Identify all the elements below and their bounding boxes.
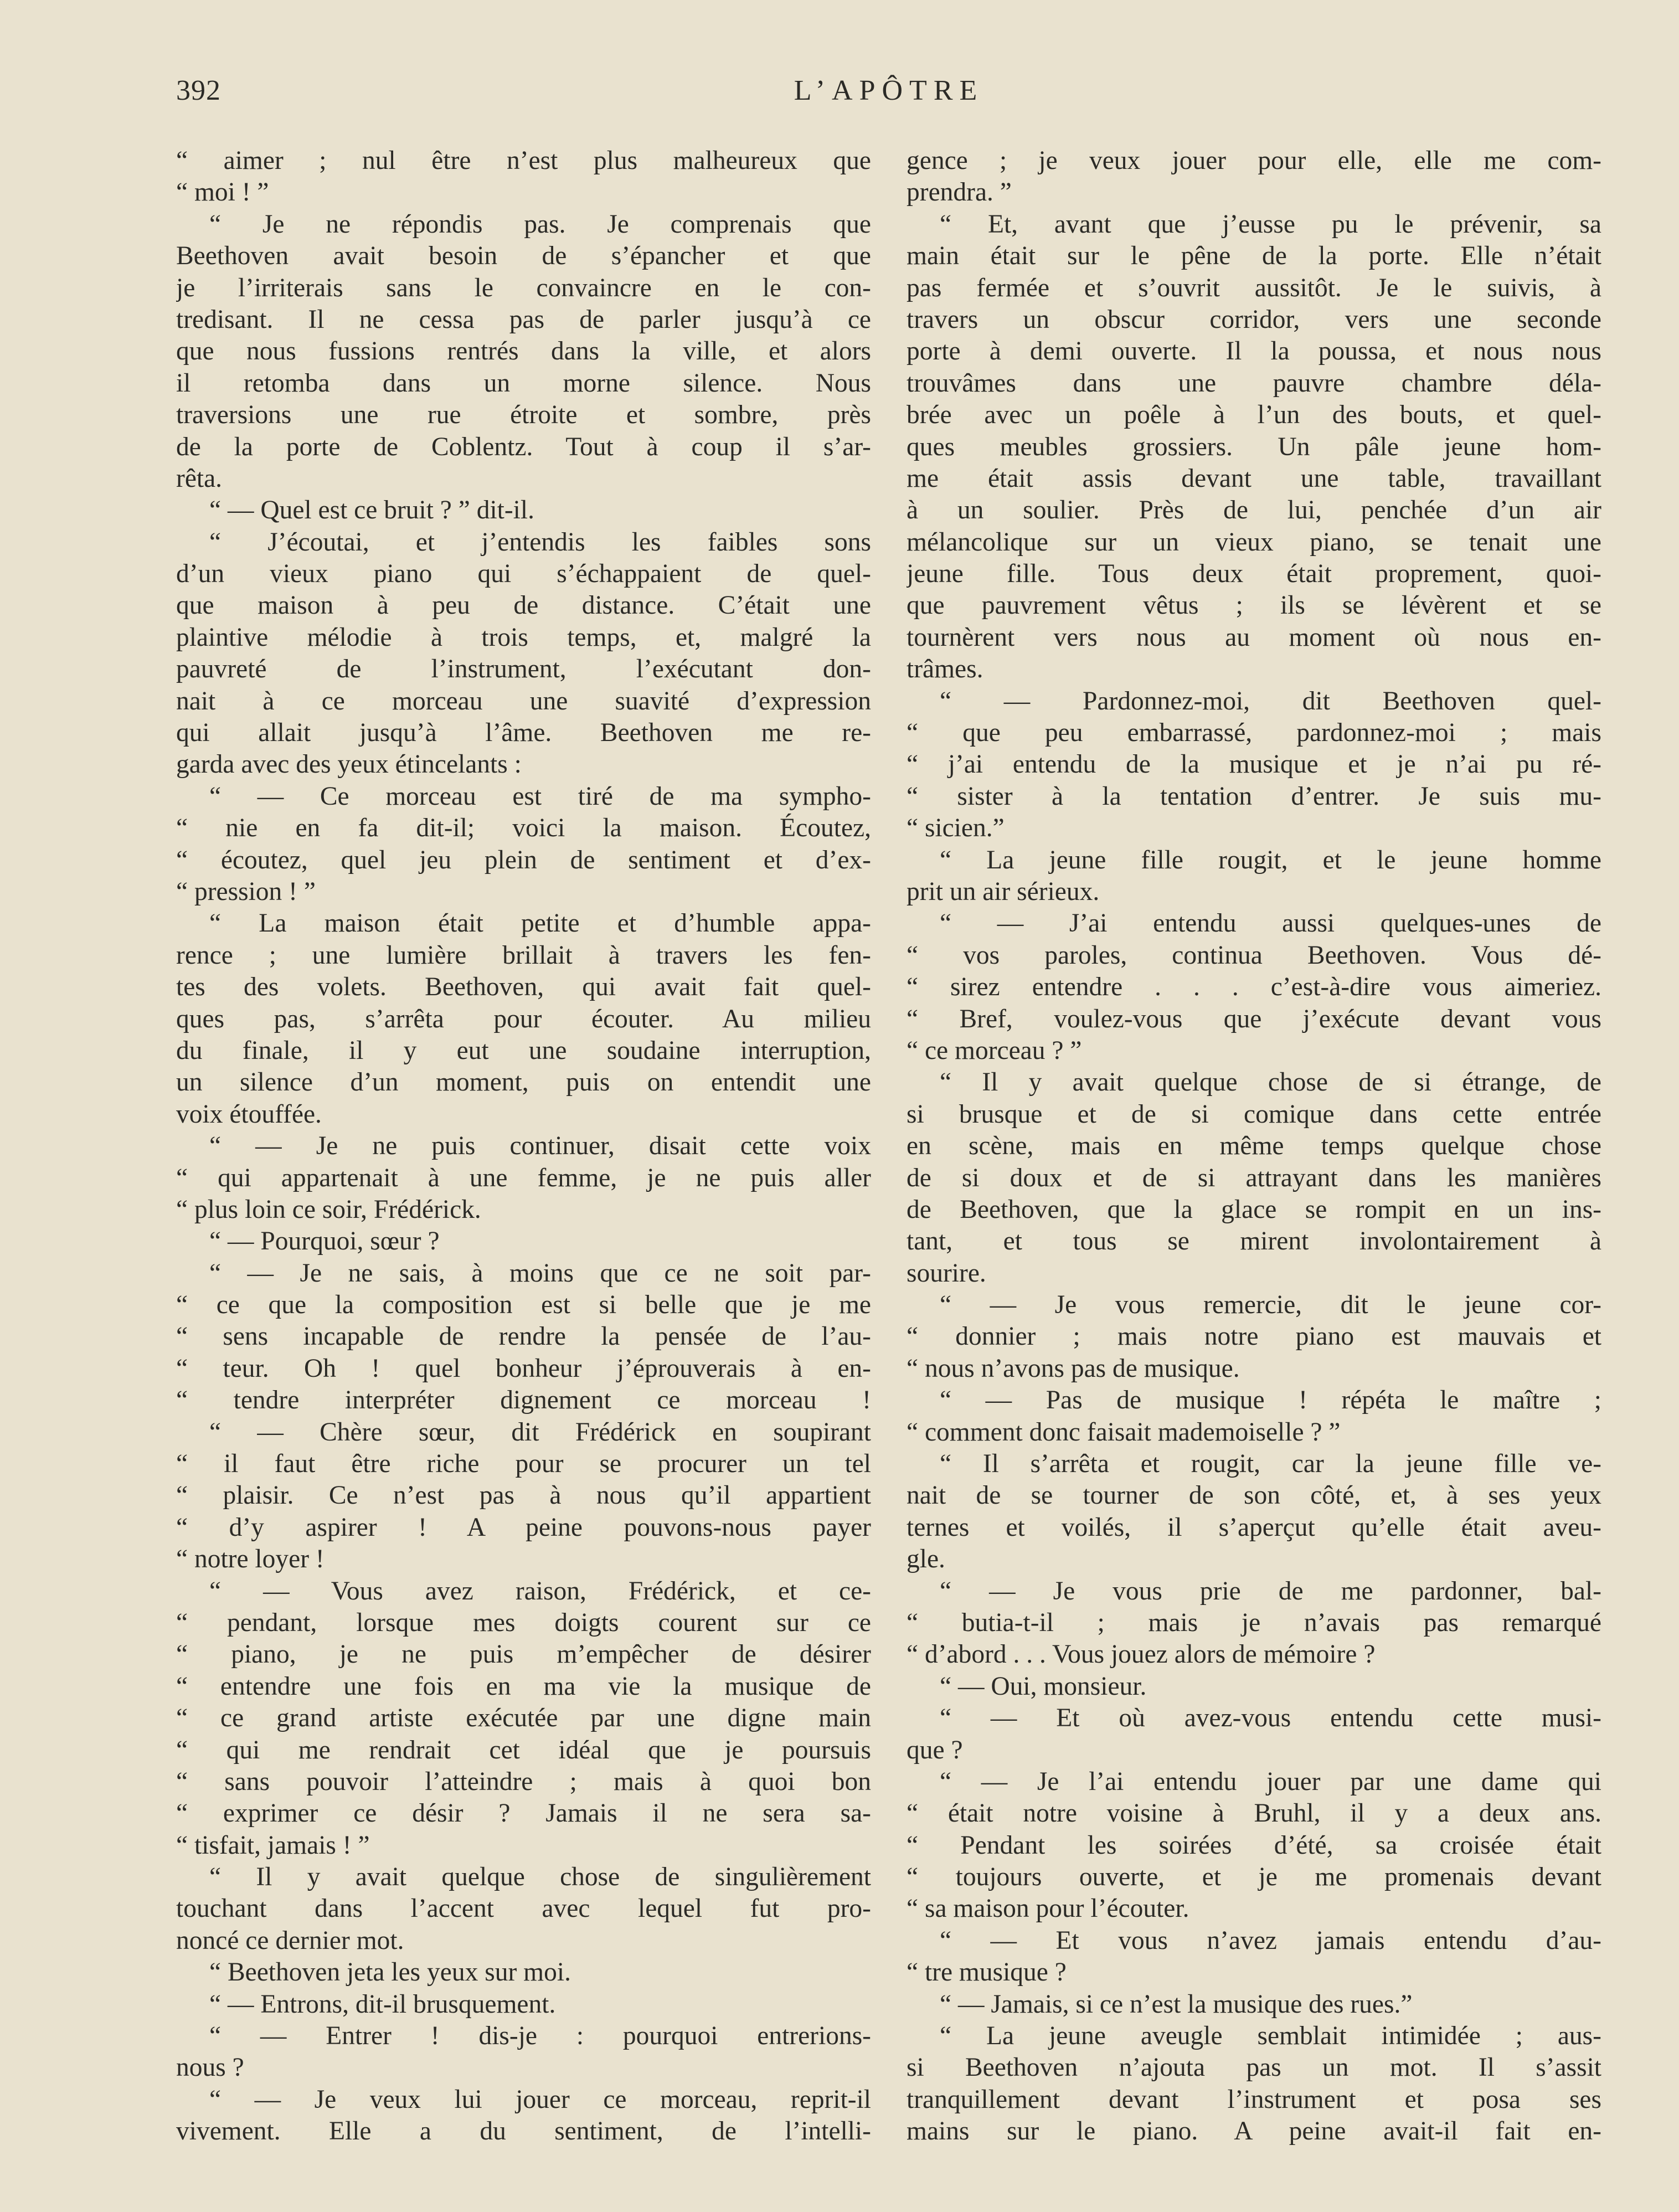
text-line: “ que peu embarrassé, pardonnez-moi ; mais <box>907 718 1601 748</box>
text-line: “ — Et vous n’avez jamais entendu d’au- <box>940 1926 1601 1955</box>
text-line: traversions une rue étroite et sombre, près <box>176 400 871 430</box>
text-line: tournèrent vers nous au moment où nous en- <box>907 623 1601 652</box>
text-line: “ entendre une fois en ma vie la musique de <box>176 1671 871 1701</box>
text-line: brée avec un poêle à l’un des bouts, et quel- <box>907 400 1601 430</box>
text-line: “ tendre interpréter dignement ce morceau ! <box>176 1386 871 1415</box>
text-line: “ tre musique ? <box>907 1958 1067 1987</box>
text-line: tant, et tous se mirent involontairement à <box>907 1227 1601 1256</box>
text-line: “ d’abord . . . Vous jouez alors de mémoire ? <box>907 1640 1376 1669</box>
text-line: “ — Pourquoi, sœur ? <box>209 1227 440 1256</box>
text-line: “ — Entrons, dit-il brusquement. <box>209 1989 556 2019</box>
text-line: me était assis devant une table, travaillant <box>907 464 1601 493</box>
text-line: vivement. Elle a du sentiment, de l’intelli- <box>176 2117 871 2146</box>
text-line: rence ; une lumière brillait à travers les fen- <box>176 940 871 970</box>
text-line: sourire. <box>907 1258 986 1288</box>
text-line: “ comment donc faisait mademoiselle ? ” <box>907 1417 1341 1447</box>
text-line: “ — Entrer ! dis-je : pourquoi entrerions- <box>209 2021 871 2051</box>
page-number: 392 <box>176 75 221 106</box>
text-line: d’un vieux piano qui s’échappaient de quel- <box>176 559 871 589</box>
text-line: du finale, il y eut une soudaine interruption, <box>176 1036 871 1065</box>
text-line: “ moi ! ” <box>176 178 269 207</box>
text-line: ternes et voilés, il s’aperçut qu’elle était aveu- <box>907 1513 1601 1542</box>
text-line: “ — Pas de musique ! répéta le maître ; <box>940 1386 1601 1415</box>
text-line: il retomba dans un morne silence. Nous <box>176 368 871 398</box>
text-line: “ — Je vous prie de me pardonner, bal- <box>940 1576 1601 1606</box>
text-line: garda avec des yeux étincelants : <box>176 750 522 779</box>
text-line: “ ce que la composition est si belle que je me <box>176 1290 871 1320</box>
text-line: “ nous n’avons pas de musique. <box>907 1354 1240 1383</box>
text-line: “ La maison était petite et d’humble appa- <box>209 909 871 938</box>
text-line: de Beethoven, que la glace se rompit en un ins- <box>907 1195 1601 1224</box>
text-line: Beethoven avait besoin de s’épancher et que <box>176 241 871 271</box>
text-line: “ — Chère sœur, dit Frédérick en soupirant <box>209 1417 871 1447</box>
text-line: je l’irriterais sans le convaincre en le con- <box>176 273 871 302</box>
text-line: prendra. ” <box>907 178 1012 207</box>
text-line: “ — Je l’ai entendu jouer par une dame qui <box>940 1767 1601 1796</box>
text-line: “ — Je ne puis continuer, disait cette voix <box>209 1131 871 1161</box>
text-line: “ vos paroles, continua Beethoven. Vous dé- <box>907 940 1601 970</box>
text-line: “ Il y avait quelque chose de singulièrement <box>209 1863 871 1892</box>
text-line: un silence d’un moment, puis on entendit une <box>176 1068 871 1097</box>
text-line: rêta. <box>176 464 223 493</box>
text-line: ques pas, s’arrêta pour écouter. Au milieu <box>176 1004 871 1033</box>
text-line: jeune fille. Tous deux était proprement, quoi- <box>907 559 1601 589</box>
text-line: “ qui appartenait à une femme, je ne puis aller <box>176 1163 871 1192</box>
text-line: “ écoutez, quel jeu plein de sentiment et d’ex- <box>176 845 871 874</box>
text-line: nous ? <box>176 2053 244 2082</box>
text-line: en scène, mais en même temps quelque chose <box>907 1131 1601 1161</box>
text-line: noncé ce dernier mot. <box>176 1926 404 1955</box>
text-line: “ teur. Oh ! quel bonheur j’éprouverais à en- <box>176 1354 871 1383</box>
text-line: ques meubles grossiers. Un pâle jeune hom- <box>907 432 1601 461</box>
text-line: “ tisfait, jamais ! ” <box>176 1830 370 1860</box>
text-line: à un soulier. Près de lui, penchée d’un air <box>907 496 1601 525</box>
text-line: “ sa maison pour l’écouter. <box>907 1894 1189 1923</box>
text-line: “ — Je ne sais, à moins que ce ne soit par- <box>209 1258 871 1288</box>
text-line: “ d’y aspirer ! A peine pouvons-nous payer <box>176 1513 871 1542</box>
text-line: “ plaisir. Ce n’est pas à nous qu’il appartient <box>176 1481 871 1510</box>
text-line: “ sens incapable de rendre la pensée de l’au- <box>176 1322 871 1351</box>
text-line: “ sirez entendre . . . c’est-à-dire vous aimeriez. <box>907 973 1601 1002</box>
text-line: qui allait jusqu’à l’âme. Beethoven me re- <box>176 718 871 748</box>
text-line: main était sur le pêne de la porte. Elle n’était <box>907 241 1601 271</box>
text-line: “ sicien.” <box>907 814 1005 843</box>
text-line: “ — Oui, monsieur. <box>940 1671 1147 1701</box>
text-line: tes des volets. Beethoven, qui avait fait quel- <box>176 973 871 1002</box>
text-line: “ sister à la tentation d’entrer. Je suis mu- <box>907 781 1601 811</box>
text-line: “ — Vous avez raison, Frédérick, et ce- <box>209 1576 871 1606</box>
text-line: si Beethoven n’ajouta pas un mot. Il s’assit <box>907 2053 1601 2082</box>
text-line: si brusque et de si comique dans cette entrée <box>907 1099 1601 1129</box>
running-title: L’APÔTRE <box>794 75 984 106</box>
text-line: “ Je ne répondis pas. Je comprenais que <box>209 209 871 239</box>
text-line: “ piano, je ne puis m’empêcher de désirer <box>176 1640 871 1669</box>
text-line: “ Beethoven jeta les yeux sur moi. <box>209 1958 571 1987</box>
text-line: “ Bref, voulez-vous que j’exécute devant vous <box>907 1004 1601 1033</box>
text-line: “ ce morceau ? ” <box>907 1036 1082 1065</box>
text-line: “ — Quel est ce bruit ? ” dit-il. <box>209 496 534 525</box>
text-line: “ exprimer ce désir ? Jamais il ne sera sa- <box>176 1799 871 1828</box>
text-line: “ — Et où avez-vous entendu cette musi- <box>940 1704 1601 1733</box>
text-line: que ? <box>907 1735 963 1765</box>
page-header <box>176 74 1601 119</box>
text-line: “ qui me rendrait cet idéal que je poursuis <box>176 1735 871 1765</box>
text-line: de si doux et de si attrayant dans les manières <box>907 1163 1601 1192</box>
text-line: nait à ce morceau une suavité d’expression <box>176 686 871 716</box>
text-line: prit un air sérieux. <box>907 877 1100 906</box>
text-line: “ Il s’arrêta et rougit, car la jeune fille ve- <box>940 1449 1601 1479</box>
text-line: “ pression ! ” <box>176 877 316 906</box>
text-line: “ butia-t-il ; mais je n’avais pas remarqué <box>907 1608 1601 1637</box>
text-line: pauvreté de l’instrument, l’exécutant don- <box>176 655 871 684</box>
text-line: “ J’écoutai, et j’entendis les faibles sons <box>209 527 871 557</box>
text-line: mélancolique sur un vieux piano, se tenait une <box>907 527 1601 557</box>
text-line: “ il faut être riche pour se procurer un tel <box>176 1449 871 1479</box>
text-line: que pauvrement vêtus ; ils se lévèrent et se <box>907 591 1601 620</box>
text-line: “ ce grand artiste exécutée par une digne main <box>176 1704 871 1733</box>
text-line: plaintive mélodie à trois temps, et, malgré la <box>176 623 871 652</box>
text-line: “ Il y avait quelque chose de si étrange, de <box>940 1068 1601 1097</box>
text-line: “ La jeune aveugle semblait intimidée ; aus- <box>940 2021 1601 2051</box>
text-line: “ La jeune fille rougit, et le jeune homme <box>940 845 1601 874</box>
text-line: “ donnier ; mais notre piano est mauvais et <box>907 1322 1601 1351</box>
text-line: “ plus loin ce soir, Frédérick. <box>176 1195 481 1224</box>
text-line: de la porte de Coblentz. Tout à coup il s’ar- <box>176 432 871 461</box>
text-line: gence ; je veux jouer pour elle, elle me com- <box>907 146 1601 175</box>
text-line: “ Et, avant que j’eusse pu le prévenir, sa <box>940 209 1601 239</box>
text-line: “ j’ai entendu de la musique et je n’ai pu ré- <box>907 750 1601 779</box>
text-line: “ — Je vous remercie, dit le jeune cor- <box>940 1290 1601 1320</box>
text-line: gle. <box>907 1545 945 1574</box>
text-line: “ sans pouvoir l’atteindre ; mais à quoi bon <box>176 1767 871 1796</box>
text-line: “ nie en fa dit-il; voici la maison. Écoutez, <box>176 814 871 843</box>
text-line: trâmes. <box>907 655 983 684</box>
text-line: “ — Je veux lui jouer ce morceau, reprit-il <box>209 2085 871 2114</box>
text-line: nait de se tourner de son côté, et, à ses yeux <box>907 1481 1601 1510</box>
text-line: “ aimer ; nul être n’est plus malheureux que <box>176 146 871 175</box>
text-line: “ — Ce morceau est tiré de ma sympho- <box>209 781 871 811</box>
text-line: travers un obscur corridor, vers une seconde <box>907 305 1601 334</box>
text-line: porte à demi ouverte. Il la poussa, et nous nous <box>907 337 1601 366</box>
text-line: trouvâmes dans une pauvre chambre déla- <box>907 368 1601 398</box>
text-line: “ Pendant les soirées d’été, sa croisée était <box>907 1830 1601 1860</box>
text-line: tredisant. Il ne cessa pas de parler jusqu’à ce <box>176 305 871 334</box>
text-line: voix étouffée. <box>176 1099 322 1129</box>
text-line: “ notre loyer ! <box>176 1545 325 1574</box>
text-line: que nous fussions rentrés dans la ville, et alors <box>176 337 871 366</box>
text-line: “ toujours ouverte, et je me promenais devant <box>907 1863 1601 1892</box>
text-line: mains sur le piano. A peine avait-il fait en- <box>907 2117 1601 2146</box>
text-line: “ — Pardonnez-moi, dit Beethoven quel- <box>940 686 1601 716</box>
text-line: touchant dans l’accent avec lequel fut pro- <box>176 1894 871 1923</box>
text-line: “ pendant, lorsque mes doigts courent sur ce <box>176 1608 871 1637</box>
text-line: “ était notre voisine à Bruhl, il y a deux ans. <box>907 1799 1601 1828</box>
text-line: pas fermée et s’ouvrit aussitôt. Je le suivis, à <box>907 273 1601 302</box>
text-line: “ — J’ai entendu aussi quelques-unes de <box>940 909 1601 938</box>
left-text-column <box>176 145 871 2148</box>
text-line: “ — Jamais, si ce n’est la musique des rues.” <box>940 1989 1413 2019</box>
text-line: que maison à peu de distance. C’était une <box>176 591 871 620</box>
text-line: tranquillement devant l’instrument et posa ses <box>907 2085 1601 2114</box>
right-text-column <box>907 145 1601 2148</box>
